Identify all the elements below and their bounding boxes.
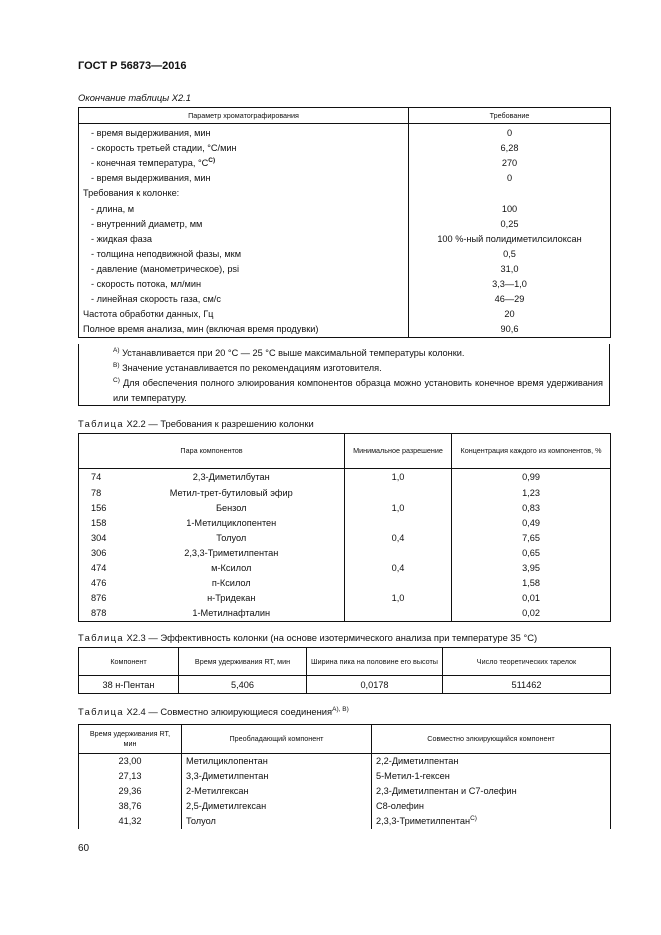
cell-coeluting-component (372, 799, 611, 814)
table-row (79, 814, 611, 829)
cell-min-resolution (345, 486, 452, 501)
cell-component-name: 1-Метилциклопентен (119, 516, 345, 531)
cell-min-resolution: 1,0 (345, 591, 452, 606)
parameter-text: - линейная скорость газа, см/с (91, 294, 221, 305)
coeluting-text: 5-Метил-1-гексен (376, 771, 450, 781)
table-row (79, 591, 611, 606)
note-b: $^{В)}$ Значение устанавливается по рекомендациям изготовителя. (113, 361, 382, 373)
cell-component-number: 74 (79, 469, 119, 486)
document-header: ГОСТ Р 56873—2016 (78, 60, 187, 72)
cell-requirement: 0,5 (409, 247, 611, 262)
table-row (79, 232, 611, 247)
table-row (79, 676, 611, 694)
cell-requirement: 20 (409, 307, 611, 322)
cell-concentration: 7,65 (452, 531, 611, 546)
cell-component-number: 476 (79, 576, 119, 591)
column-header-min-resolution: Минимальное разрешение (345, 434, 452, 469)
cell-concentration: 0,65 (452, 546, 611, 561)
column-header-parameter: Параметр хроматографирования (79, 108, 409, 124)
cell-component-name: Бензол (119, 501, 345, 516)
cell-coeluting-component (372, 814, 611, 829)
table-row (79, 292, 611, 307)
parameter-text: - время выдерживания, мин (91, 173, 211, 184)
cell-parameter (79, 186, 409, 201)
table-row (79, 171, 611, 186)
cell-component-number: 474 (79, 561, 119, 576)
cell-parameter (79, 124, 409, 142)
parameter-text: - скорость потока, мл/мин (91, 278, 202, 289)
cell-component-name: н-Тридекан (119, 591, 345, 606)
cell-requirement: 100 %-ный полидиметилсилоксан (409, 232, 611, 247)
cell-requirement: 31,0 (409, 262, 611, 277)
table-row (79, 277, 611, 292)
coeluting-text: 2,2-Диметилпентан (376, 756, 459, 766)
cell-retention-time: 29,36 (79, 784, 182, 799)
cell-peak-width: 0,0178 (307, 676, 443, 694)
parameter-text: - давление (манометрическое), psi (91, 263, 240, 274)
parameter-text: - время выдерживания, мин (91, 128, 211, 139)
cell-parameter (79, 217, 409, 232)
cell-min-resolution (345, 606, 452, 622)
cell-component-name: 1-Метилнафталин (119, 606, 345, 622)
cell-parameter (79, 171, 409, 186)
table-x2-4 (78, 724, 611, 829)
table-x2-1-notes (78, 344, 610, 406)
cell-coeluting-component (372, 784, 611, 799)
cell-parameter (79, 232, 409, 247)
cell-component-name: 2,3-Диметилбутан (119, 469, 345, 486)
column-header-requirement: Требование (409, 108, 611, 124)
table-row (79, 784, 611, 799)
column-header-pair: Пара компонентов (79, 434, 345, 469)
table-row (79, 754, 611, 770)
cell-retention-time: 27,13 (79, 769, 182, 784)
table-row (79, 124, 611, 142)
cell-concentration: 0,02 (452, 606, 611, 622)
table-x2-4-caption: Таблица Х2.4 — Совместно элюирующиеся соединения$^{А), В)}$ (78, 705, 349, 717)
cell-concentration: 1,58 (452, 576, 611, 591)
parameter-text: - толщина неподвижной фазы, мкм (91, 248, 242, 259)
cell-component-number: 78 (79, 486, 119, 501)
coeluting-text: С8-олефин (376, 801, 424, 811)
column-header-retention-time: Время удерживания RT, мин (79, 725, 182, 754)
cell-parameter (79, 277, 409, 292)
cell-requirement: 0 (409, 171, 611, 186)
cell-component-number: 878 (79, 606, 119, 622)
cell-min-resolution: 0,4 (345, 561, 452, 576)
cell-plates: 511462 (443, 676, 611, 694)
cell-main-component: Толуол (182, 814, 372, 829)
cell-retention-time: 41,32 (79, 814, 182, 829)
cell-parameter (79, 156, 409, 171)
cell-component-name: Толуол (119, 531, 345, 546)
cell-main-component: Метилциклопентан (182, 754, 372, 770)
parameter-text: - конечная температура, °С (91, 158, 209, 169)
cell-min-resolution: 1,0 (345, 501, 452, 516)
cell-retention-time: 5,406 (179, 676, 307, 694)
parameter-text: - скорость третьей стадии, °С/мин (91, 143, 237, 154)
page-number: 60 (78, 843, 90, 854)
cell-concentration: 1,23 (452, 486, 611, 501)
cell-requirement (409, 186, 611, 201)
cell-min-resolution (345, 576, 452, 591)
parameter-text: - длина, м (91, 203, 135, 214)
table-x2-3 (78, 647, 611, 694)
cell-component-name: м-Ксилол (119, 561, 345, 576)
cell-parameter (79, 262, 409, 277)
column-header-concentration: Концентрация каждого из компонентов, % (452, 434, 611, 469)
cell-min-resolution (345, 516, 452, 531)
note-c: $^{С)}$ Для обеспечения полного элюирования компонентов образца можно установить конечное время удерживания или температуру. (113, 376, 603, 403)
table-x2-3-caption: Таблица Х2.3 — Эффективность колонки (на основе изотермического анализа при температуре 35 °С) (78, 632, 538, 643)
cell-retention-time: 23,00 (79, 754, 182, 770)
cell-retention-time: 38,76 (79, 799, 182, 814)
table-x2-1-caption: Окончание таблицы Х2.1 (78, 92, 191, 103)
note-a: $^{А)}$ Устанавливается при 20 °С — 25 °С выше максимальной температуры колонки. (113, 346, 465, 358)
table-row (79, 546, 611, 561)
cell-concentration: 0,83 (452, 501, 611, 516)
parameter-text: Требования к колонке: (83, 188, 180, 199)
cell-component-name: Метил-трет-бутиловый эфир (119, 486, 345, 501)
cell-min-resolution (345, 546, 452, 561)
column-header-plates: Число теоретических тарелок (443, 648, 611, 676)
table-row (79, 322, 611, 338)
table-row (79, 561, 611, 576)
cell-requirement: 0 (409, 124, 611, 142)
table-x2-2-caption: Таблица Х2.2 — Требования к разрешению колонки (78, 418, 314, 429)
cell-parameter (79, 322, 409, 338)
coeluting-text: 2,3,3-Триметилпентан (376, 816, 471, 826)
table-row (79, 217, 611, 232)
table-row (79, 141, 611, 156)
footnote-mark: С) (208, 157, 216, 165)
cell-requirement: 46—29 (409, 292, 611, 307)
cell-requirement: 6,28 (409, 141, 611, 156)
cell-parameter (79, 307, 409, 322)
cell-requirement: 270 (409, 156, 611, 171)
cell-component-name: 2,3,3-Триметилпентан (119, 546, 345, 561)
table-row (79, 486, 611, 501)
cell-min-resolution: 0,4 (345, 531, 452, 546)
cell-coeluting-component (372, 769, 611, 784)
cell-component-name: п-Ксилол (119, 576, 345, 591)
cell-concentration: 3,95 (452, 561, 611, 576)
cell-component-number: 306 (79, 546, 119, 561)
parameter-text: - внутренний диаметр, мм (91, 218, 203, 229)
cell-component-number: 156 (79, 501, 119, 516)
cell-concentration: 0,99 (452, 469, 611, 486)
cell-parameter (79, 141, 409, 156)
table-row (79, 469, 611, 486)
coeluting-text: 2,3-Диметилпентан и С7-олефин (376, 786, 517, 796)
parameter-text: Полное время анализа, мин (включая время продувки) (83, 324, 319, 335)
cell-min-resolution: 1,0 (345, 469, 452, 486)
cell-component: 38 н-Пентан (79, 676, 179, 694)
cell-main-component: 2-Метилгексан (182, 784, 372, 799)
table-x2-2 (78, 433, 611, 622)
cell-requirement: 0,25 (409, 217, 611, 232)
parameter-text: - жидкая фаза (91, 233, 152, 244)
table-x2-1 (78, 107, 611, 338)
cell-component-number: 304 (79, 531, 119, 546)
cell-main-component: 3,3-Диметилпентан (182, 769, 372, 784)
table-row (79, 307, 611, 322)
table-row (79, 606, 611, 622)
footnote-mark: С) (470, 814, 477, 822)
cell-parameter (79, 292, 409, 307)
table-row (79, 516, 611, 531)
column-header-main-component: Преобладающий компонент (182, 725, 372, 754)
cell-requirement: 100 (409, 201, 611, 216)
table-row (79, 156, 611, 171)
parameter-text: Частота обработки данных, Гц (83, 309, 214, 320)
cell-requirement: 90,6 (409, 322, 611, 338)
cell-main-component: 2,5-Диметилгексан (182, 799, 372, 814)
table-row (79, 247, 611, 262)
table-row (79, 201, 611, 216)
cell-requirement: 3,3—1,0 (409, 277, 611, 292)
cell-parameter (79, 201, 409, 216)
table-row (79, 186, 611, 201)
column-header-component: Компонент (79, 648, 179, 676)
column-header-retention-time: Время удерживания RT, мин (179, 648, 307, 676)
table-row (79, 531, 611, 546)
cell-coeluting-component (372, 754, 611, 770)
column-header-peak-width: Ширина пика на половине его высоты (307, 648, 443, 676)
cell-parameter (79, 247, 409, 262)
cell-component-number: 876 (79, 591, 119, 606)
column-header-coeluting-component: Совместно элюирующийся компонент (372, 725, 611, 754)
cell-concentration: 0,01 (452, 591, 611, 606)
table-row (79, 501, 611, 516)
table-row (79, 576, 611, 591)
table-row (79, 769, 611, 784)
table-row (79, 262, 611, 277)
table-row (79, 799, 611, 814)
cell-concentration: 0,49 (452, 516, 611, 531)
cell-component-number: 158 (79, 516, 119, 531)
